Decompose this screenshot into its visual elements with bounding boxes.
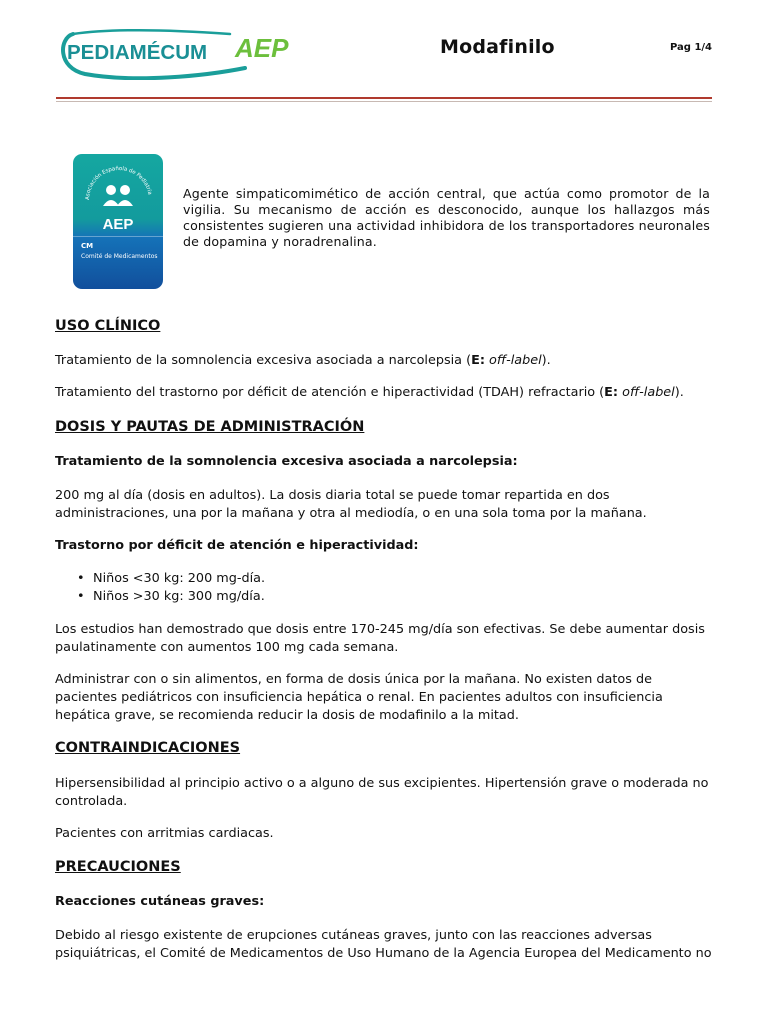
contraindicaciones-paragraph-1: Hipersensibilidad al principio activo o a alguno de sus excipientes. Hipertensión grave o moderada no controlada. (55, 776, 709, 809)
dosis-subheading-tdah: Trastorno por déficit de atención e hiperactividad: (55, 538, 419, 553)
aep-emblem (73, 154, 163, 236)
dosis-paragraph-1: 200 mg al día (dosis en adultos). La dosis diaria total se puede tomar repartida en dos administraciones, una por la mañana y otra al mediodía, o en una sola toma por la mañana. (55, 488, 647, 521)
section-heading-dosis: DOSIS Y PAUTAS DE ADMINISTRACIÓN (55, 419, 365, 435)
badge-aep-text: AEP (102, 216, 134, 233)
section-heading-precauciones: PRECAUCIONES (55, 859, 181, 875)
svg-text:Asociación Española de Pediatr (85, 166, 153, 200)
logo-text: PEDIAMÉCUM (67, 41, 208, 64)
intro-paragraph: Agente simpaticomimético de acción central, que actúa como promotor de la vigilia. Su mecanismo de acción es desconocido, aunque los hallazgos más consistentes sugieren una actividad inhibidora de los transportadores neuronales de dopamina y noradrenalina. (183, 186, 710, 249)
badge-cm: CM (81, 242, 94, 250)
badge-arc-text: Asociación Española de Pediatría (84, 165, 153, 201)
badge-subtitle: Comité de Medicamentos (81, 253, 158, 260)
dosis-bullet-list (55, 570, 265, 606)
page-header (0, 0, 768, 110)
dosis-subheading-narcolepsia: Tratamiento de la somnolencia excesiva asociada a narcolepsia: (55, 454, 518, 469)
aep-committee-badge (73, 154, 163, 289)
uso-clinico-item-2: Tratamiento del trastorno por déficit de atención e hiperactividad (TDAH) refractario (E: off-label). (55, 385, 684, 400)
header-rule-thin (56, 101, 712, 102)
section-heading-contraindicaciones: CONTRAINDICACIONES (55, 740, 241, 756)
badge-divider (73, 236, 163, 237)
dosis-paragraph-2: Los estudios han demostrado que dosis entre 170-245 mg/día son efectivas. Se debe aumentar dosis paulatinamente con aumentos 100 mg cada semana. (55, 622, 705, 655)
page-number: Pag 1/4 (670, 42, 713, 53)
contraindicaciones-paragraph-2: Pacientes con arritmias cardiacas. (55, 826, 274, 841)
uso-clinico-item-1: Tratamiento de la somnolencia excesiva asociada a narcolepsia (E: off-label). (55, 353, 551, 368)
list-item: • Niños >30 kg: 300 mg/día. (55, 588, 265, 606)
precauciones-paragraph-1: Debido al riesgo existente de erupciones cutáneas graves, junto con las reacciones adversas psiquiátricas, el Comité de Medicamentos de Uso Humano de la Agencia Europea del Medicamento no (55, 928, 712, 961)
list-item: • Niños <30 kg: 200 mg-día. (55, 570, 265, 588)
document-title: Modafinilo (440, 36, 555, 58)
logo-aep: AEP (235, 33, 289, 63)
section-heading-uso-clinico: USO CLÍNICO (55, 318, 161, 334)
header-rule (56, 97, 712, 99)
pediamecum-logo (55, 28, 300, 80)
dosis-paragraph-3: Administrar con o sin alimentos, en forma de dosis única por la mañana. No existen datos de pacientes pediátricos con insuficiencia hepática o renal. En pacientes adultos con insuficiencia hepática grave, se recomienda reducir la dosis de modafinilo a la mitad. (55, 672, 663, 723)
precauciones-subheading: Reacciones cutáneas graves: (55, 894, 265, 909)
